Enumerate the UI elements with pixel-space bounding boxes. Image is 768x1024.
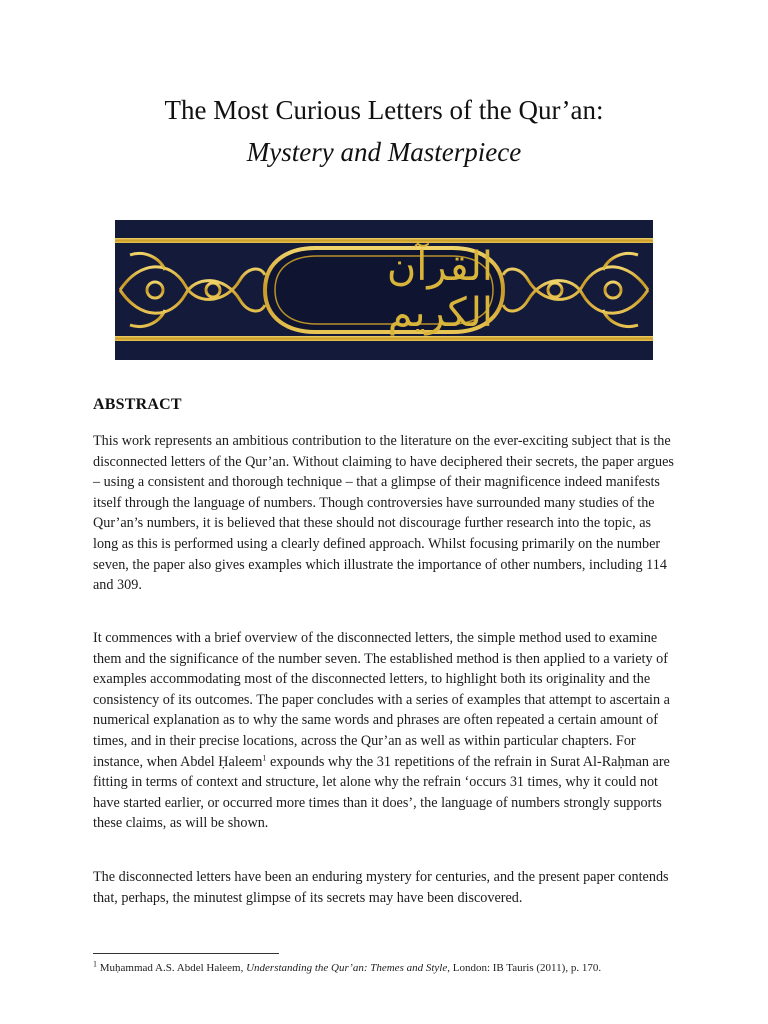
- abstract-paragraph-3: The disconnected letters have been an enduring mystery for centuries, and the present paper contends that, perhaps, the minutest glimpse of its secrets may have been discovered.: [93, 869, 669, 906]
- footnote-divider: [93, 953, 279, 954]
- footnote-book-title: Understanding the Qur’an: Themes and Style: [246, 962, 448, 974]
- page-subtitle: Mystery and Masterpiece: [246, 137, 522, 167]
- banner-calligraphy: القرآن الكريم: [386, 244, 493, 336]
- paragraph-2-text-start: It commences with a brief overview of the disconnected letters, the simple method used to examine them and the significance of the number seven. The established method is then applied to a variety of examples accommodating most of the disconnected letters, to highlight both its originality and the consistency of its outcomes. The paper concludes with a series of examples that attempt to ascertain a numerical explanation as to why the same words and phrases are often repeated a certain amount of times, and in their precise locations, across the Qur’an as well as within particular chapters. For instance, when Abdel Ḥaleem: [93, 630, 670, 770]
- footnote-reference[interactable]: 1: [262, 752, 267, 762]
- abstract-heading: ABSTRACT: [93, 396, 182, 413]
- abstract-paragraph-2: [93, 628, 677, 834]
- page-title: The Most Curious Letters of the Qur’an:: [164, 95, 604, 125]
- footnote-marker: 1: [93, 959, 97, 969]
- footnote: [93, 961, 693, 976]
- quran-cover-banner: [115, 220, 653, 360]
- paragraph-2-text-end: expounds why the 31 repetitions of the refrain in Surat Al-Raḥman are fitting in terms of context and structure, let alone why the refrain ‘occurs 31 times, why it could not have started earlier, or occurred more times than it does’, the language of numbers strongly supports these claims, as will be shown.: [93, 753, 670, 832]
- abstract-paragraph-1: This work represents an ambitious contribution to the literature on the ever-exciting subject that is the disconnected letters of the Qur’an. Without claiming to have deciphered their secrets, the paper argues – using a consistent and thorough technique – that a glimpse of their magnificence indeed manifests itself through the language of numbers. Though controversies have surrounded many studies of the Qur’an’s numbers, it is believed that these should not discourage further research into the topic, as long as this is performed using a clearly defined approach. Whilst focusing primarily on the number seven, the paper also gives examples which illustrate the importance of other numbers, including 114 and 309.: [93, 433, 674, 594]
- footnote-author: Muḥammad A.S. Abdel Haleem,: [97, 962, 247, 974]
- footnote-publication: , London: IB Tauris (2011), p. 170.: [447, 962, 602, 974]
